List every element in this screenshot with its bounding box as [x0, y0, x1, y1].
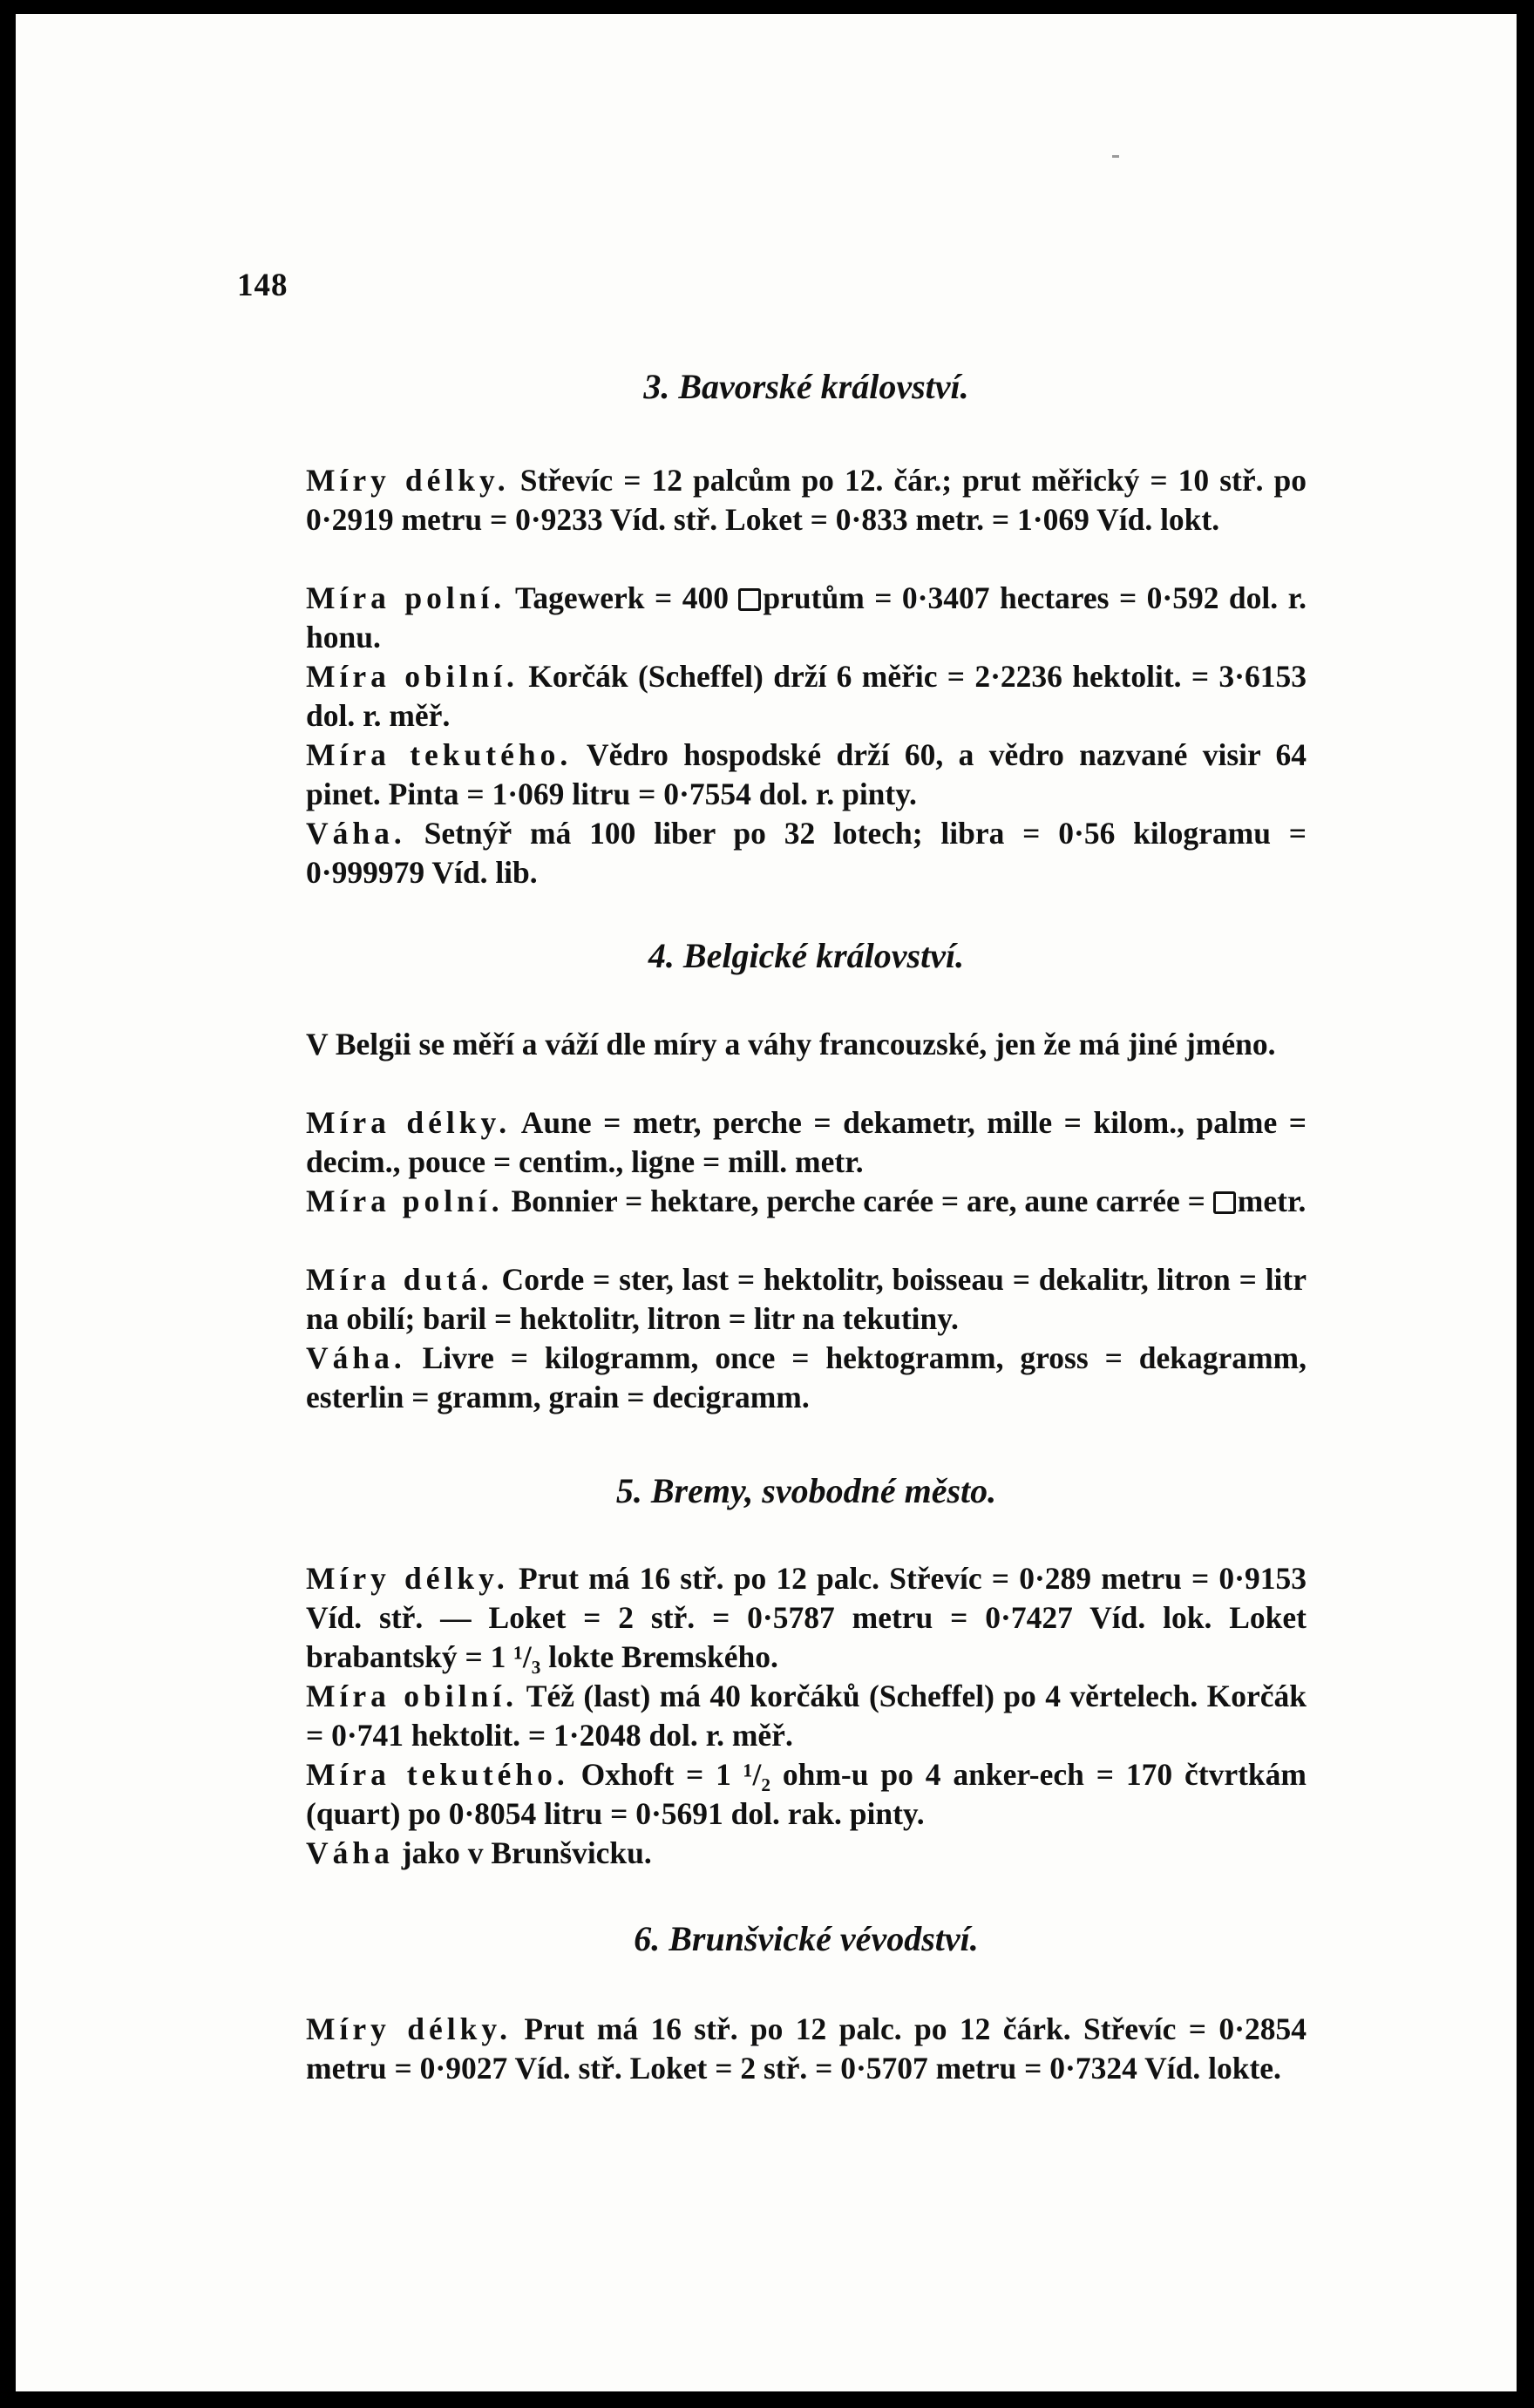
scan-mark [1112, 155, 1119, 158]
paragraph-text: Aune = metr, perche = dekametr, mille = kilom., palme = decim., pouce = centim., ligne = mill. metr. [306, 1105, 1307, 1179]
paragraph-text: Vědro hospodské drží 60, a vědro nazvané visir 64 pinet. Pinta = 1·069 litru = 0·7554 dol. r. pinty. [306, 737, 1307, 811]
paragraph-lead: Míra dutá. [306, 1262, 493, 1297]
paragraph-text: Korčák (Scheffel) drží 6 měřic = 2·2236 hektolit. = 3·6153 dol. r. měř. [306, 659, 1307, 733]
paragraph-text: Prut má 16 stř. po 12 palc. Střevíc = 0·289 metru = 0·9153 Víd. stř. — Loket = 2 stř. = 0·5787 metru = 0·7427 Víd. lok. Loket brabantský = 1 ¹/₃ lokte Bremského. [306, 1561, 1307, 1674]
section-heading-belgium: 4. Belgické království. [648, 936, 965, 975]
paragraph-text: Setnýř má 100 liber po 32 lotech; libra = 0·56 kilogramu = 0·999979 Víd. lib. [306, 816, 1307, 890]
paragraph-lead: Váha [306, 1835, 394, 1870]
paragraph [306, 736, 1307, 814]
paragraph [306, 657, 1307, 736]
paragraph-text: Též (last) má 40 korčáků (Scheffel) po 4 věrtelech. Korčák = 0·741 hektolit. = 1·2048 dol. r. měř. [306, 1679, 1307, 1753]
paragraph [306, 1260, 1307, 1339]
paragraph [306, 1559, 1307, 1677]
paragraph [306, 461, 1307, 539]
section-heading-bavaria: 3. Bavorské království. [643, 367, 969, 406]
paragraph-lead: Míra obilní. [306, 1679, 518, 1713]
section-heading-brunswick: 6. Brunšvické vévodství. [634, 1919, 979, 1958]
paragraph-text: Bonnier = hektare, perche carée = are, aune carrée = [503, 1184, 1213, 1218]
paragraph [306, 1677, 1307, 1755]
paragraph-text: Střevíc = 12 palcům po 12. čár.; prut měřický = 10 stř. po 0·2919 metru = 0·9233 Víd. stř. Loket = 0·833 metr. = 1·069 Víd. lokt. [306, 463, 1307, 537]
paragraph-lead: Míry délky. [306, 463, 510, 498]
paragraph-lead: Míra tekutého. [306, 1757, 569, 1792]
paragraph [306, 1103, 1307, 1182]
paragraph-text: Prut má 16 stř. po 12 palc. po 12 čárk. Střevíc = 0·2854 metru = 0·9027 Víd. stř. Loket = 2 stř. = 0·5707 metru = 0·7324 Víd. lokte. [306, 2011, 1307, 2086]
paragraph-text: jako v Brunšvicku. [393, 1835, 652, 1870]
page [16, 14, 1517, 2391]
page-number: 148 [237, 268, 288, 303]
paragraph-lead: Míra délky. [306, 1105, 512, 1140]
paragraph-lead: Míra obilní. [306, 659, 519, 694]
square-symbol-icon [1213, 1191, 1236, 1214]
paragraph-lead: Míra polní. [306, 1184, 504, 1218]
paragraph-lead: Váha. [306, 816, 406, 851]
paragraph [306, 1834, 1307, 1873]
paragraph-lead: Váha. [306, 1340, 406, 1375]
paragraph [306, 814, 1307, 892]
paragraph-text: Oxhoft = 1 ¹/₂ ohm-u po 4 anker-ech = 170 čtvrtkám (quart) po 0·8054 litru = 0·5691 dol. rak. pinty. [306, 1757, 1307, 1831]
paragraph-text: Tagewerk = 400 [506, 580, 739, 615]
square-symbol-icon [738, 588, 761, 611]
paragraph-lead: Míra polní. [306, 580, 506, 615]
paragraph-text: Livre = kilogramm, once = hektogramm, gross = dekagramm, esterlin = gramm, grain = decigramm. [306, 1340, 1307, 1414]
paragraph-lead: Míra tekutého. [306, 737, 573, 772]
paragraph-text: Corde = ster, last = hektolitr, boisseau = dekalitr, litron = litr na obilí; baril = hektolitr, litron = litr na tekutiny. [306, 1262, 1307, 1336]
paragraph-text: metr. [1237, 1184, 1307, 1218]
paragraph [306, 579, 1307, 657]
paragraph-text: prutům = 0·3407 hectares = 0·592 dol. r. honu. [306, 580, 1307, 655]
paragraph-lead: Míry délky. [306, 1561, 509, 1596]
section-heading-bremen: 5. Bremy, svobodné město. [615, 1471, 997, 1510]
paragraph [306, 1025, 1307, 1064]
paragraph [306, 1182, 1307, 1221]
paragraph-lead: Míry délky. [306, 2011, 512, 2046]
paragraph [306, 1339, 1307, 1417]
paragraph-text: V Belgii se měří a váží dle míry a váhy francouzské, jen že má jiné jméno. [306, 1027, 1276, 1062]
paragraph [306, 2010, 1307, 2088]
paragraph [306, 1755, 1307, 1834]
